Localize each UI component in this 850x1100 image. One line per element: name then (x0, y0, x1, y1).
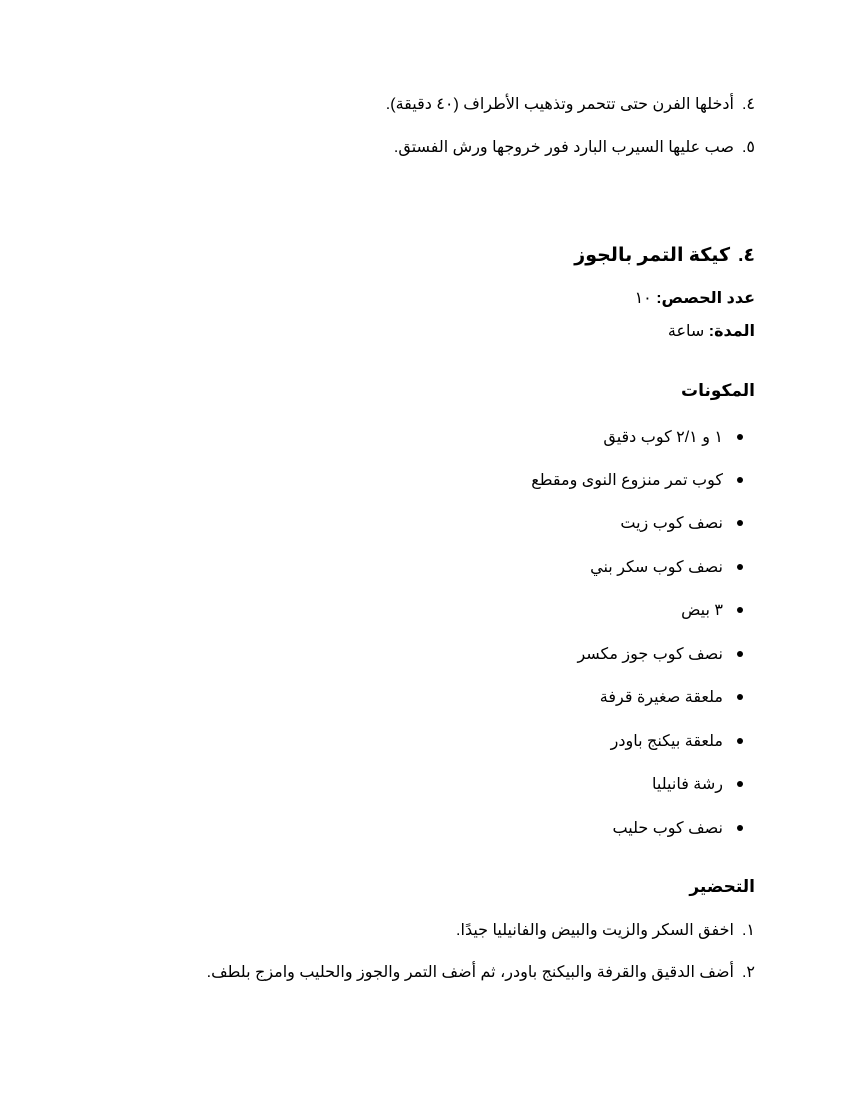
ingredient-item (531, 471, 743, 491)
recipe-title (574, 244, 755, 268)
step-text: أضف الدقيق والقرفة والبيكنج باودر، ثم أضف التمر والجوز والحليب وامزج بلطف. (206, 964, 734, 981)
ingredient-text: ملعقة بيكنج باودر (610, 733, 723, 750)
ingredient-item (603, 428, 743, 448)
duration-value: ساعة (667, 323, 705, 340)
bullet-icon (737, 694, 743, 700)
bullet-icon (737, 738, 743, 744)
bullet-icon (737, 434, 743, 440)
servings-value: ١٠ (634, 290, 652, 307)
step-number: ٤. (741, 96, 755, 113)
ingredient-text: ١ و ٢/١ كوب دقيق (603, 429, 723, 446)
ingredient-item (620, 514, 743, 534)
bullet-icon (737, 477, 743, 483)
ingredient-item (611, 732, 743, 752)
step-number: ٢. (741, 964, 755, 981)
preparation-step-2 (207, 963, 755, 983)
ingredient-text: نصف كوب جوز مكسر (577, 646, 723, 663)
bullet-icon (737, 564, 743, 570)
preparation-heading: التحضير (689, 877, 755, 896)
step-text: أدخلها الفرن حتى تتحمر وتذهيب الأطراف (٤٠ دقيقة). (385, 96, 734, 113)
ingredient-item (600, 688, 743, 708)
ingredient-text: نصف كوب سكر بني (590, 559, 723, 576)
step-number: ١. (741, 922, 755, 939)
ingredient-item (613, 819, 743, 839)
ingredient-text: ملعقة صغيرة قرفة (599, 689, 723, 706)
ingredient-text: كوب تمر منزوع النوى ومقطع (531, 472, 723, 489)
ingredient-item (681, 601, 743, 621)
step-number: ٥. (741, 139, 755, 156)
duration (668, 322, 755, 342)
ingredient-text: رشة فانيليا (652, 776, 723, 793)
servings-label: عدد الحصص: (656, 290, 755, 307)
ingredient-text: نصف كوب حليب (612, 820, 723, 837)
bullet-icon (737, 520, 743, 526)
recipe-title-text: كيكة التمر بالجوز (574, 245, 731, 266)
ingredient-text: نصف كوب زيت (620, 515, 723, 532)
ingredient-item (652, 775, 743, 795)
ingredient-item (590, 558, 743, 578)
step-text: صب عليها السيرب البارد فور خروجها ورش الفستق. (393, 139, 734, 156)
ingredient-item (577, 645, 743, 665)
ingredients-heading: المكونات (680, 381, 755, 400)
preparation-step-1 (456, 921, 755, 941)
bullet-icon (737, 781, 743, 787)
bullet-icon (737, 607, 743, 613)
previous-step-4 (386, 95, 755, 115)
ingredient-text: ٣ بيض (681, 602, 723, 619)
previous-step-5 (394, 138, 755, 158)
servings (635, 289, 755, 309)
recipe-number: ٤. (738, 245, 755, 266)
step-text: اخفق السكر والزيت والبيض والفانيليا جيدًا. (456, 922, 734, 939)
bullet-icon (737, 651, 743, 657)
bullet-icon (737, 825, 743, 831)
duration-label: المدة: (708, 323, 755, 340)
